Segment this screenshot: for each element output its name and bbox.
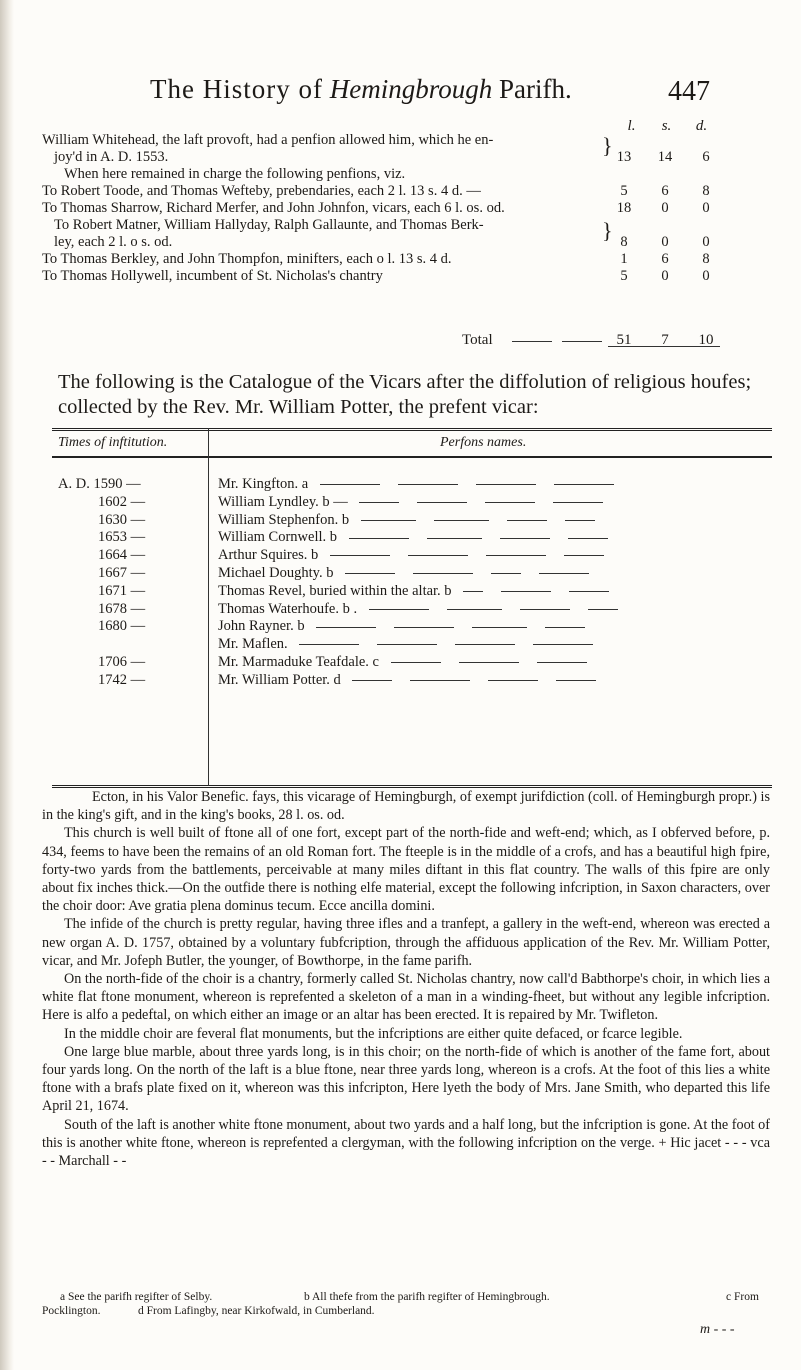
catalogue-intro: The following is the Catalogue of the Vicars after the diffolution of religious houfes; collected by the Rev. Mr. William Potter, the prefent vicar: xyxy=(58,371,752,418)
vicar-date xyxy=(58,636,208,654)
leader-rule xyxy=(488,680,538,681)
total-l: 51 xyxy=(616,332,632,348)
paragraph: The infide of the church is pretty regular, having three ifles and a tranfept, a gallery in the weft-end, whereon was erected a new organ A. D. 1757, obtained by a voluntary fubfcription, through the affiduous application of the Rev. Mr. William Potter, vicar, and Mr. Jofeph Butler, the younger, of Bowthorpe, in the fame parifh. xyxy=(42,916,770,969)
amount-l: 13 xyxy=(616,149,632,165)
leader-rule xyxy=(394,627,454,628)
vicar-name xyxy=(218,654,768,672)
vicar-date: 1706 — xyxy=(98,653,146,670)
header-title-place: Hemingbrough xyxy=(329,74,493,104)
amount-s: 6 xyxy=(661,183,669,199)
running-header xyxy=(150,74,710,105)
vicar-date: 1742 — xyxy=(98,671,146,688)
vicars-header-rule xyxy=(52,456,772,458)
vicar-date: 1671 — xyxy=(98,582,146,599)
leader-rule xyxy=(486,555,546,556)
vicars-times-column xyxy=(58,476,208,690)
vicar-name xyxy=(218,618,768,636)
vicar-name xyxy=(218,565,768,583)
amount-d: 6 xyxy=(702,149,710,165)
vicar-date: 1664 — xyxy=(98,547,146,564)
amount-s: 14 xyxy=(657,149,673,165)
leader-rule xyxy=(352,680,392,681)
footnote-d: d From Lafingby, near Kirkofwald, in Cumberland. xyxy=(138,1305,375,1317)
pension-amount xyxy=(609,149,721,166)
vicar-date: 1680 — xyxy=(98,618,146,635)
paragraph: This church is well built of ftone all of one fort, except part of the north-fide and weft-end; which, as I obferved before, p. 434, feems to have been the remains of an old Roman fort. The fteeple is in the middle of a crofs, and has a beautiful high fpire, forty-two yards from the battlements, perceivable at many miles diftant in this flat country. The walls of this fpire are only about fix inches thick.—On the outfide there is nothing elfe material, except the following infcription, in Saxon characters, over the choir door: Ave gratia plena dominus tecum. Ecce ancilla domini. xyxy=(42,825,770,915)
amount-s: 0 xyxy=(661,234,669,250)
amount-d: 0 xyxy=(702,200,710,216)
leader-rule xyxy=(539,573,589,574)
total-s: 7 xyxy=(661,332,669,348)
leader-rule xyxy=(569,591,609,592)
pension-row xyxy=(42,132,762,149)
amount-d: 8 xyxy=(702,251,710,267)
leader-rule xyxy=(377,644,437,645)
paragraph: One large blue marble, about three yards long, is in this choir; on the north-fide of which is another of the fame fort, about four yards long. On the north of the laft is a blue ftone, near three yards long, whereon is a crofs. At the foot of this lies a white ftone with a brafs plate fixed on it, whereon was this infcripton, Here lyeth the body of Mrs. Jane Smith, who departed this life April 21, 1674. xyxy=(42,1043,770,1115)
footnote-b: b All thefe from the parifh regifter of Hemingbrough. xyxy=(304,1291,550,1303)
vicar-date: 1630 — xyxy=(98,511,146,528)
page-binding-shadow xyxy=(0,0,14,1370)
vicar-name-text: William Stephenfon. b xyxy=(218,511,350,528)
pension-amount xyxy=(609,200,721,217)
header-title-prefix: The History of xyxy=(150,74,323,104)
leader-rule xyxy=(537,662,587,663)
vicar-name-text: Mr. Marmaduke Teafdale. c xyxy=(218,653,379,670)
leader-rule xyxy=(562,341,602,342)
pension-text: To Robert Matner, William Hallyday, Ralph Gallaunte, and Thomas Berk- xyxy=(54,217,484,233)
col-head-d: d. xyxy=(695,118,708,134)
leader-rule xyxy=(485,502,535,503)
leader-rule xyxy=(565,520,595,521)
amount-l: 1 xyxy=(620,251,628,267)
leader-rule xyxy=(361,520,416,521)
paragraph: In the middle choir are feveral flat monuments, but the infcriptions are either quite defaced, or fcarce legible. xyxy=(64,1025,683,1042)
amount-s: 6 xyxy=(661,251,669,267)
paragraph: Ecton, in his Valor Benefic. fays, this vicarage of Hemingburgh, of exempt jurifdiction (coll. of Hemingburgh propr.) is in the king's gift, and in the king's books, 28 l. os. od. xyxy=(42,789,770,824)
leader-rule xyxy=(476,484,536,485)
leader-rule xyxy=(320,484,380,485)
amount-d: 0 xyxy=(702,234,710,250)
amount-d: 8 xyxy=(702,183,710,199)
pension-row xyxy=(42,183,762,200)
leader-rule xyxy=(512,341,552,342)
leader-rule xyxy=(427,538,482,539)
vicar-name-text: Mr. Maflen. xyxy=(218,636,288,653)
vicars-col-times: Times of inftitution. xyxy=(58,435,168,450)
vicars-names-column xyxy=(218,476,768,690)
pension-row xyxy=(42,251,762,268)
vicar-date: A. D. 1590 — xyxy=(58,476,141,492)
leader-rule xyxy=(447,609,502,610)
leader-rule xyxy=(553,502,603,503)
vicar-name-text: Thomas Revel, buried within the altar. b xyxy=(218,582,452,599)
vicar-name xyxy=(218,636,768,654)
vicar-date: 1602 — xyxy=(98,493,146,510)
amount-l: 8 xyxy=(620,234,628,250)
pension-row xyxy=(42,166,762,183)
leader-rule xyxy=(330,555,390,556)
pension-row xyxy=(42,268,762,285)
leader-rule xyxy=(398,484,458,485)
vicar-name xyxy=(218,601,768,619)
leader-rule xyxy=(391,662,441,663)
leader-rule xyxy=(349,538,409,539)
leader-rule xyxy=(413,573,473,574)
total-label: Total xyxy=(462,332,493,348)
vicar-name-text: Arthur Squires. b xyxy=(218,547,319,564)
vicar-name xyxy=(218,583,768,601)
leader-rule xyxy=(459,662,519,663)
vicar-name-text: Mr. William Potter. d xyxy=(218,671,341,688)
vicar-name-text: Michael Doughty. b xyxy=(218,564,334,581)
pension-text: ley, each 2 l. o s. od. xyxy=(54,234,173,250)
leader-rule xyxy=(408,555,468,556)
leader-rule xyxy=(359,502,399,503)
leader-rule xyxy=(588,609,618,610)
pension-row xyxy=(42,200,762,217)
pension-row xyxy=(42,217,762,234)
leader-rule xyxy=(463,591,483,592)
leader-rule xyxy=(410,680,470,681)
vicar-name xyxy=(218,547,768,565)
leader-rule xyxy=(545,627,585,628)
leader-rule xyxy=(316,627,376,628)
total-d: 10 xyxy=(698,332,714,348)
vicar-name xyxy=(218,672,768,690)
col-head-s: s. xyxy=(661,118,672,134)
vicar-name xyxy=(218,529,768,547)
vicar-name-text: William Cornwell. b xyxy=(218,529,338,546)
leader-rule xyxy=(501,591,551,592)
pension-list xyxy=(42,132,762,285)
vicar-name xyxy=(218,494,768,512)
pension-text: To Thomas Hollywell, incumbent of St. Nicholas's chantry xyxy=(42,268,383,284)
leader-rule xyxy=(345,573,395,574)
leader-rule xyxy=(455,644,515,645)
leader-rule xyxy=(568,538,608,539)
header-title-suffix: Parifh. xyxy=(498,74,572,104)
pension-text: To Thomas Sharrow, Richard Merfer, and John Johnfon, vicars, each 6 l. os. od. xyxy=(42,200,505,216)
amount-l: 5 xyxy=(620,268,628,284)
vicar-name-text: William Lyndley. b — xyxy=(218,493,348,510)
leader-rule xyxy=(533,644,593,645)
leader-rule xyxy=(500,538,550,539)
leader-rule xyxy=(417,502,467,503)
body-text xyxy=(42,788,770,1170)
amount-l: 18 xyxy=(616,200,632,216)
vicar-date: 1678 — xyxy=(98,600,146,617)
vicar-date: 1653 — xyxy=(98,529,146,546)
pension-text: joy'd in A. D. 1553. xyxy=(54,149,169,165)
vicar-name xyxy=(218,512,768,530)
leader-rule xyxy=(491,573,521,574)
amount-l: 5 xyxy=(620,183,628,199)
leader-rule xyxy=(556,680,596,681)
pension-text: To Thomas Berkley, and John Thompfon, minifters, each o l. 13 s. 4 d. xyxy=(42,251,452,267)
footnote-c-cont: Pocklington. xyxy=(42,1305,101,1317)
pension-text: When here remained in charge the following penfions, viz. xyxy=(64,166,406,182)
paragraph: On the north-fide of the choir is a chantry, formerly called St. Nicholas chantry, now call'd Babthorpe's choir, in which lies a white flat ftone monument, whereon is reprefented a skeleton of a man in a winding-fheet, but without any legible infcription. Here is alfo a pedeftal, on which either an image or an altar has been erected. It is repaired by Mr. Twifleton. xyxy=(42,971,770,1024)
amount-s: 0 xyxy=(661,200,669,216)
vicar-name xyxy=(218,476,768,494)
paragraph: South of the laft is another white ftone monument, about two yards and a half long, but the infcription is gone. At the foot of this is another white ftone, whereon is reprefented a clergyman, with the following infcription on the verge. + Hic jacet - - - vca - - Marchall - - xyxy=(42,1116,770,1170)
brace: } xyxy=(602,133,613,158)
leader-rule xyxy=(472,627,527,628)
amount-s: 0 xyxy=(661,268,669,284)
amount-d: 0 xyxy=(702,268,710,284)
leader-rule xyxy=(520,609,570,610)
page-number: 447 xyxy=(668,76,710,107)
col-head-l: l. xyxy=(627,118,636,134)
vicars-col-names: Perfons names. xyxy=(440,435,527,450)
pension-text: To Robert Toode, and Thomas Wefteby, prebendaries, each 2 l. 13 s. 4 d. — xyxy=(42,183,481,199)
total-underline xyxy=(608,346,720,347)
leader-rule xyxy=(369,609,429,610)
pension-amount xyxy=(609,234,721,251)
leader-rule xyxy=(507,520,547,521)
pension-amount xyxy=(609,251,721,268)
pension-text: William Whitehead, the laft provoft, had a penfion allowed him, which he en- xyxy=(42,132,494,148)
vicar-name-text: Thomas Waterhoufe. b . xyxy=(218,600,358,617)
vicar-name-text: Mr. Kingfton. a xyxy=(218,476,309,492)
pension-amount xyxy=(609,268,721,285)
leader-rule xyxy=(564,555,604,556)
footnote-c: c From xyxy=(726,1291,759,1303)
vicars-column-divider xyxy=(208,428,209,786)
leader-rule xyxy=(554,484,614,485)
vicar-date: 1667 — xyxy=(98,564,146,581)
pension-amount xyxy=(609,183,721,200)
brace: } xyxy=(602,218,613,243)
catchword: m - - - xyxy=(700,1322,735,1337)
leader-rule xyxy=(434,520,489,521)
leader-rule xyxy=(299,644,359,645)
vicar-name-text: John Rayner. b xyxy=(218,618,305,635)
footnote-a: a See the parifh regifter of Selby. xyxy=(60,1291,213,1303)
